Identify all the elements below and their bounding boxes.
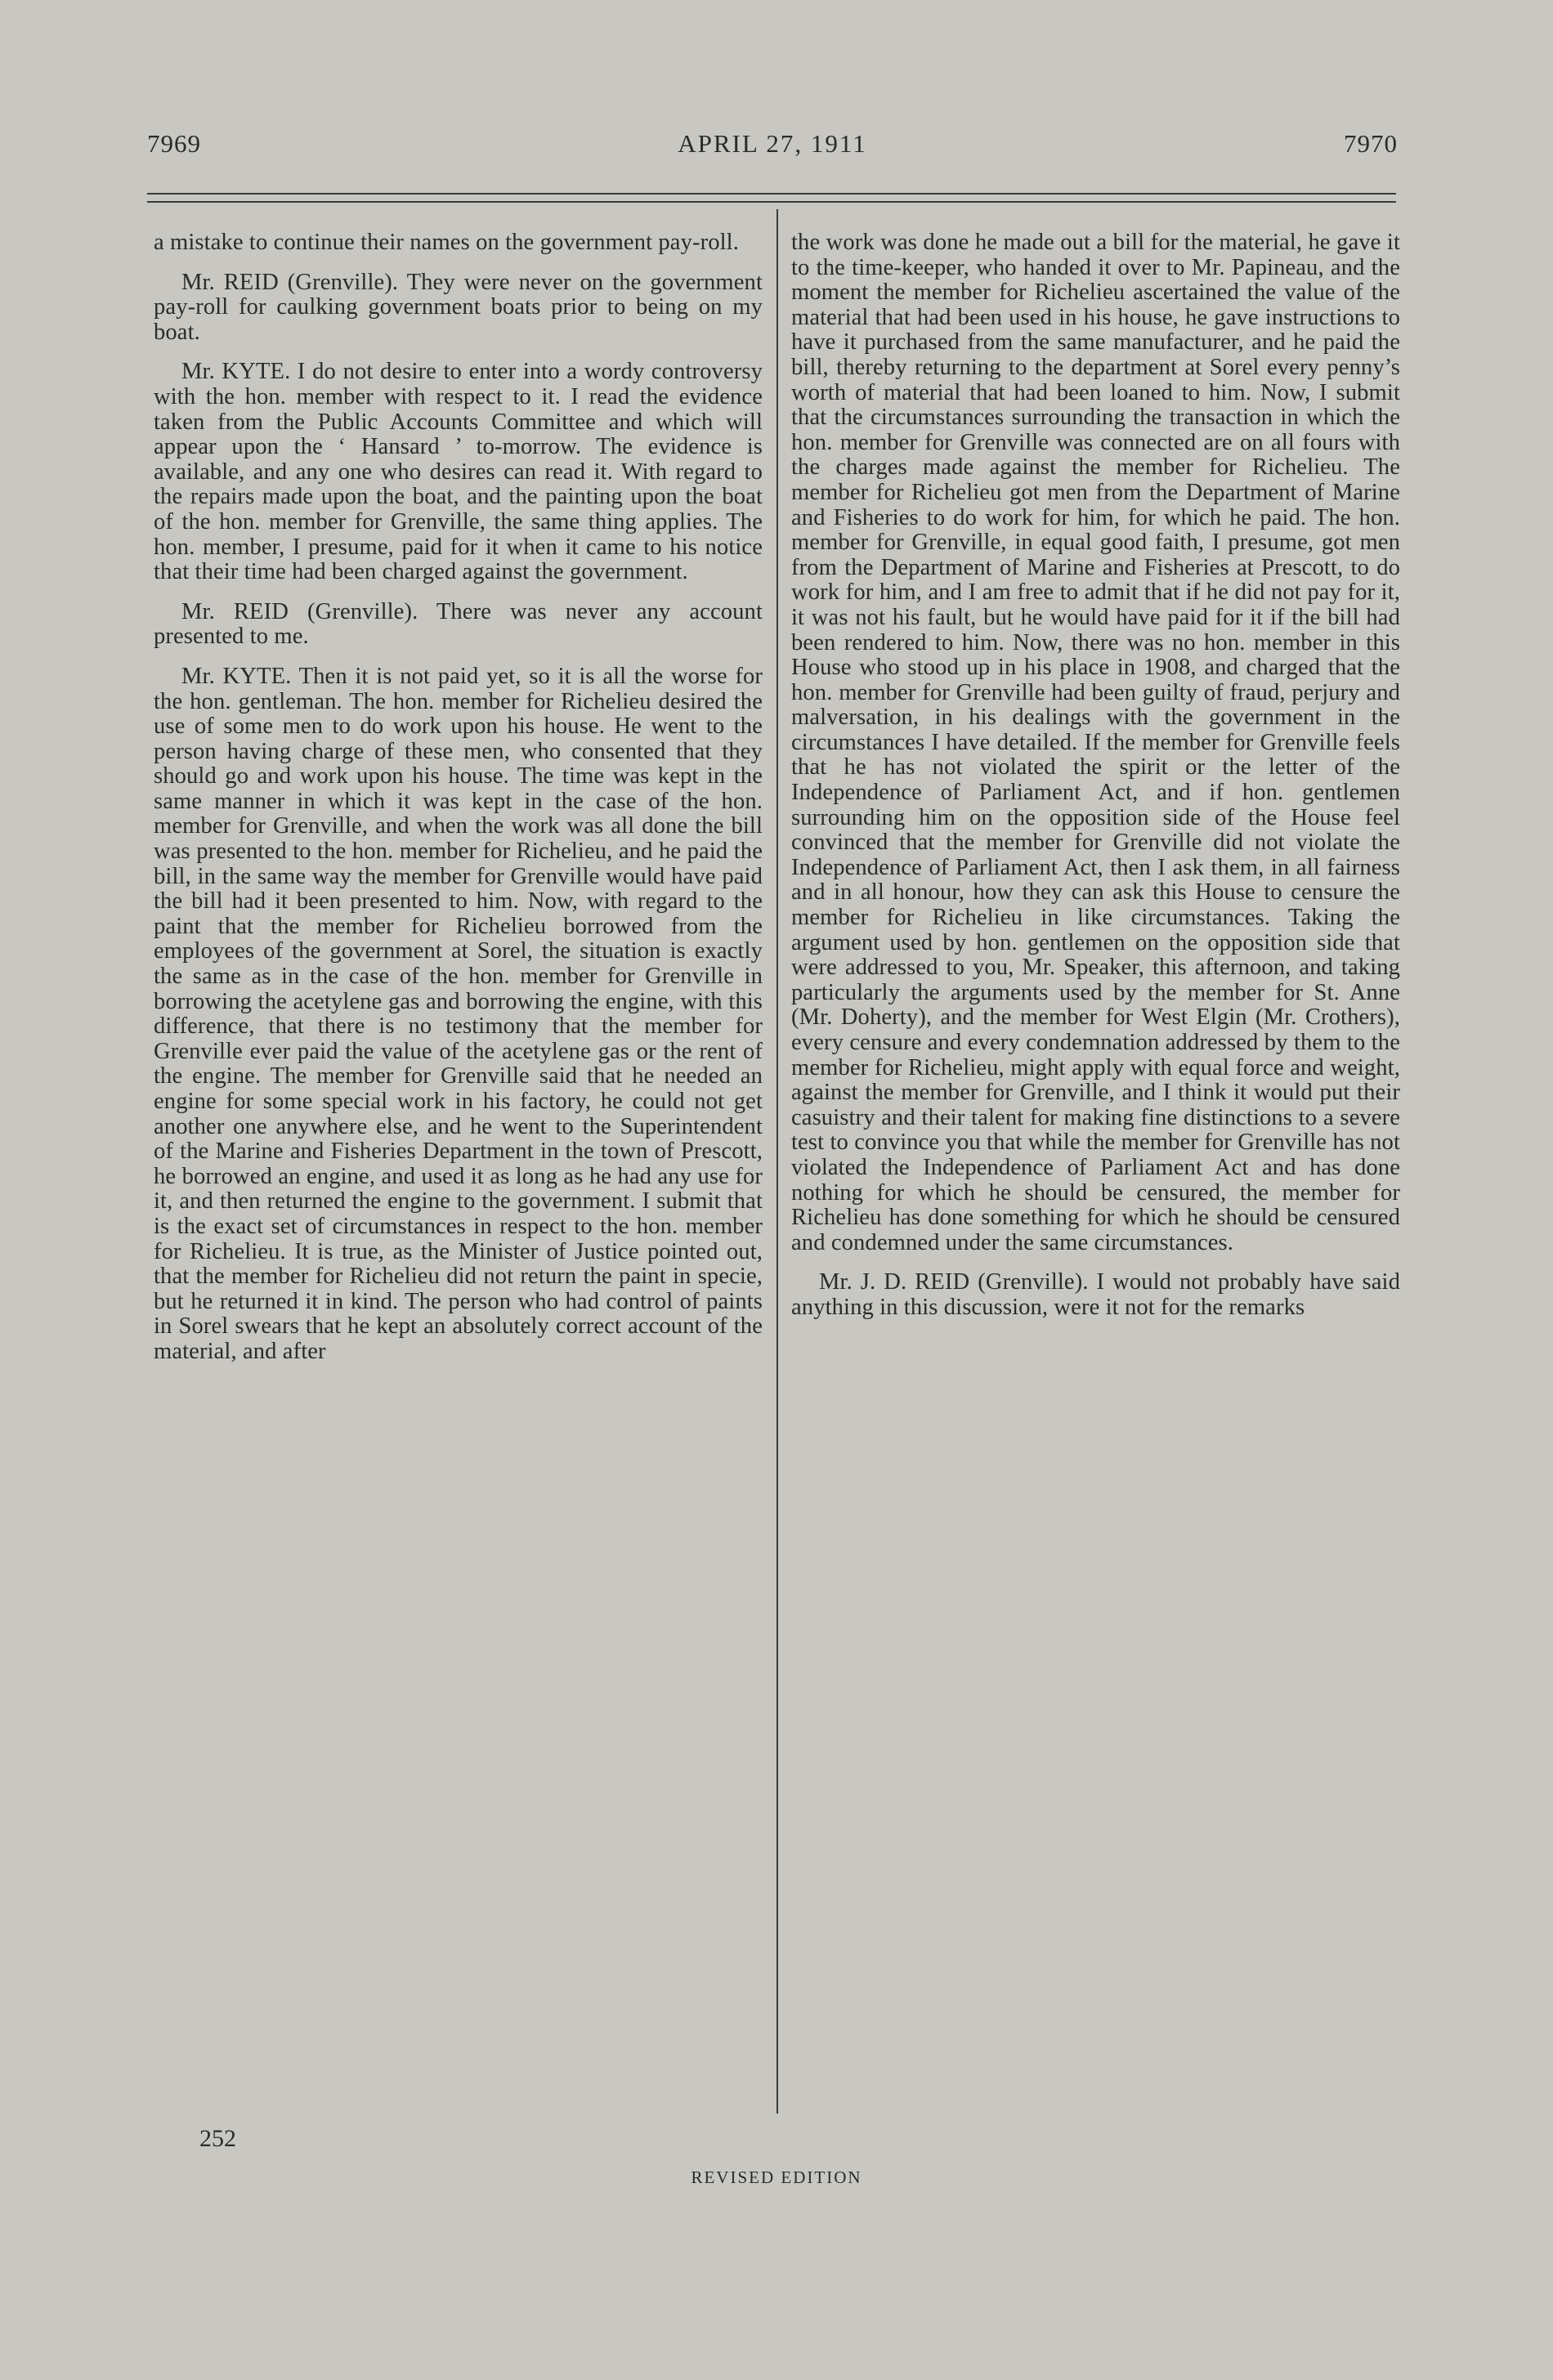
edition-footer: REVISED EDITION <box>691 2168 862 2187</box>
paragraph: the work was done he made out a bill for the material, he gave it to the time-keeper, who handed it over to Mr. Papineau, and the moment the member for Richelieu ascertained the value of the material that had been used in his house, he gave instructions to have it purchased from the same manufacturer, and he paid the bill, thereby returning to the department at Sorel every penny’s worth of material that had been loaned to him. Now, I submit that the circumstances surrounding the transaction in which the hon. member for Grenville was connected are on all fours with the charges made against the member for Richelieu. The member for Richelieu got men from the Department of Marine and Fisheries to do work for him, for which he paid. The hon. member for Grenville, in equal good faith, I presume, got men from the Department of Marine and Fisheries at Prescott, to do work for him, and I am free to admit that if he did not pay for it, it was not his fault, but he would have paid for it if the bill had been rendered to him. Now, there was no hon. member in this House who stood up in his place in 1908, and charged that the hon. member for Grenville had been guilty of fraud, perjury and malversation, in his dealings with the government in the circumstances I have detailed. If the member for Grenville feels that he has not violated the spirit or the letter of the Independence of Parliament Act, and if hon. gentlemen surrounding him on the opposition side of the House feel convinced that the member for Grenville did not violate the Independence of Parliament Act, then I ask them, in all fairness and in all honour, how they can ask this House to censure the member for Richelieu in like circumstances. Taking the argument used by hon. gentlemen on the opposition side that were addressed to you, Mr. Speaker, this afternoon, and taking particularly the arguments used by the member for St. Anne (Mr. Doherty), and the member for West Elgin (Mr. Crothers), every censure and every condemnation addressed by them to the member for Richelieu, might apply with equal force and weight, against the member for Grenville, and I think it would put their casuistry and their talent for making fine distinctions to a severe test to convince you that while the member for Grenville has not violated the Independence of Parliament Act and has done nothing for which he should be censured, the member for Richelieu has done something for which he should be censured and condemned under the same circumstances. <box>791 230 1400 1255</box>
folio-number: 252 <box>199 2125 236 2152</box>
paragraph: Mr. REID (Grenville). There was never any account presented to me. <box>154 598 763 650</box>
column-divider <box>776 209 778 2114</box>
left-page-number: 7969 <box>147 129 201 158</box>
right-column <box>791 230 1400 1335</box>
header-rule-top <box>147 193 1396 195</box>
header-date: APRIL 27, 1911 <box>678 129 867 158</box>
paragraph: Mr. J. D. REID (Grenville). I would not probably have said anything in this discussion, were it not for the remarks <box>791 1269 1400 1320</box>
paragraph: a mistake to continue their names on the government pay-roll. <box>154 230 739 255</box>
page-header <box>147 129 1398 170</box>
left-column <box>154 230 763 1380</box>
paragraph: Mr. REID (Grenville). They were never on the government pay-roll for caulking government boats prior to being on my boat. <box>154 269 763 345</box>
paragraph: Mr. KYTE. Then it is not paid yet, so it is all the worse for the hon. gentleman. The hon. member for Richelieu desired the use of some men to do work upon his house. He went to the person having charge of these men, who consented that they should go and work upon his house. The time was kept in the same manner in which it was kept in the case of the hon. member for Grenville, and when the work was all done the bill was presented to the hon. member for Richelieu, and he paid the bill, in the same way the member for Grenville would have paid the bill had it been presented to him. Now, with regard to the paint that the member for Richelieu borrowed from the employees of the government at Sorel, the situation is exactly the same as in the case of the hon. member for Grenville in borrowing the acetylene gas and borrowing the engine, with this difference, that there is no testimony that the member for Grenville ever paid the value of the acetylene gas or the rent of the engine. The member for Grenville said that he needed an engine for some special work in his factory, he could not get another one anywhere else, and he went to the Superintendent of the Marine and Fisheries Department in the town of Prescott, he borrowed an engine, and used it as long as he had any use for it, and then returned the engine to the government. I submit that is the exact set of circumstances in respect to the hon. member for Richelieu. It is true, as the Minister of Justice pointed out, that the member for Richelieu did not return the paint in specie, but he returned it in kind. The person who had control of paints in Sorel swears that he kept an absolutely correct account of the material, and after <box>154 663 763 1364</box>
header-rule-bottom <box>147 201 1396 203</box>
paragraph: Mr. KYTE. I do not desire to enter into a wordy controversy with the hon. member with respect to it. I read the evidence taken from the Public Accounts Committee and which will appear upon the ‘ Hansard ’ to-morrow. The evidence is available, and any one who desires can read it. With regard to the repairs made upon the boat, and the painting upon the boat of the hon. member for Grenville, the same thing applies. The hon. member, I presume, paid for it when it came to his notice that their time had been charged against the government. <box>154 359 763 585</box>
right-page-number: 7970 <box>1344 129 1398 158</box>
